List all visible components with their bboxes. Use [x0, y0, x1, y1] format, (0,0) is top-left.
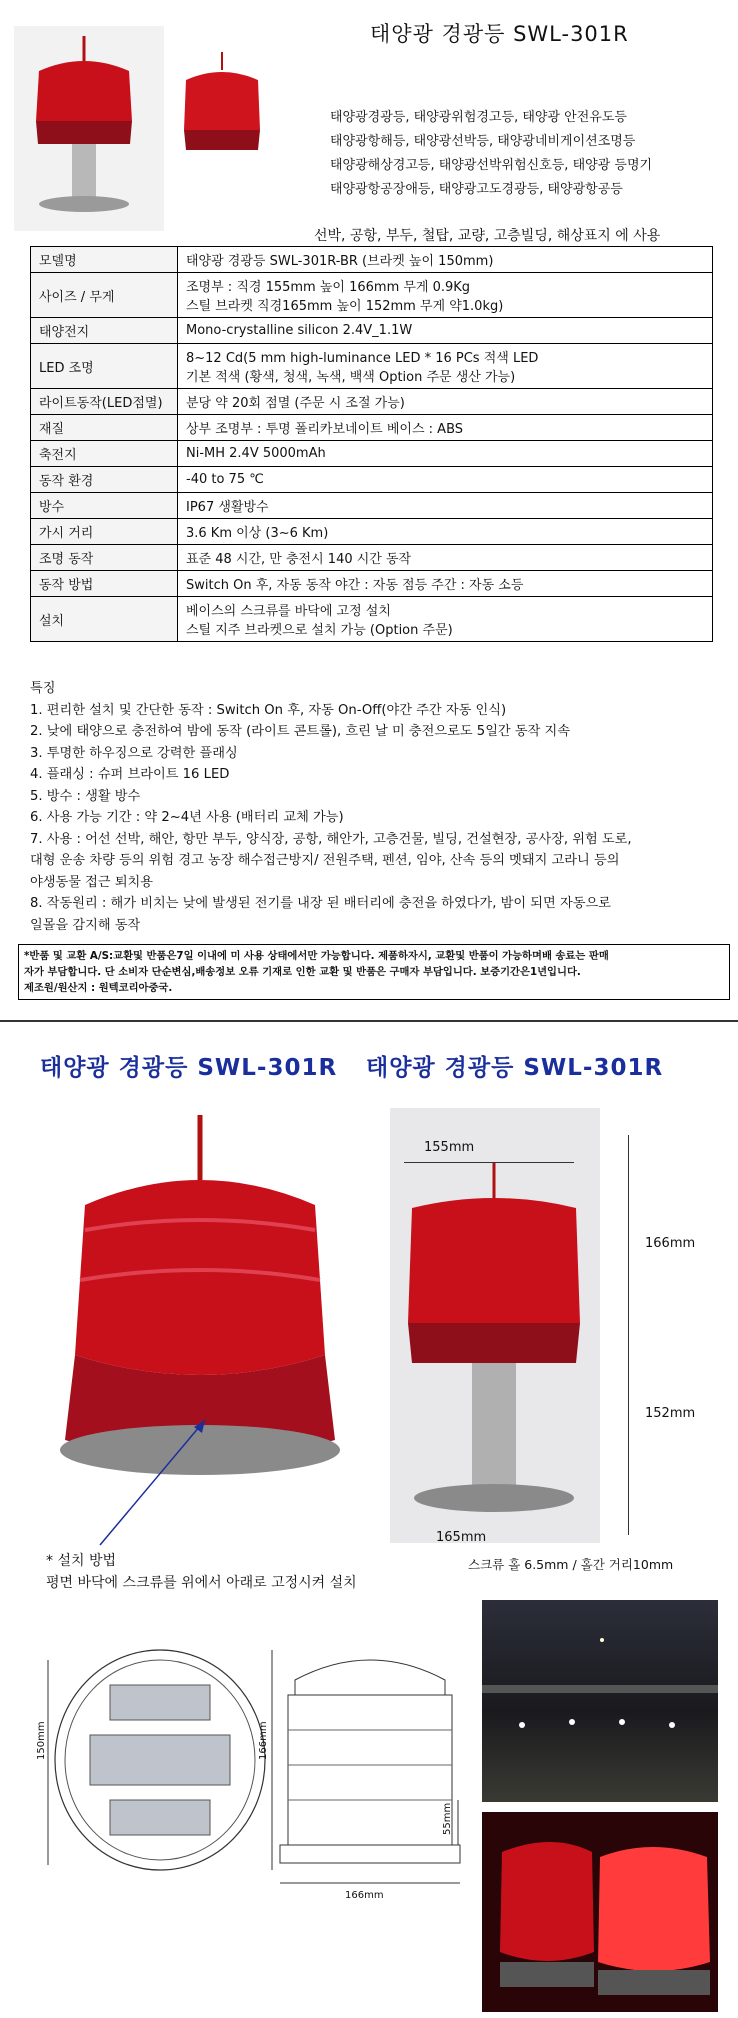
night-airport-photo [482, 1600, 718, 1802]
feature-item: 5. 방수 : 생활 방수 [30, 788, 141, 804]
spec-value-line: 기본 적색 (황색, 청색, 녹색, 백색 Option 주문 생산 가능) [186, 370, 516, 385]
spec-key: 축전지 [31, 441, 178, 467]
product-aliases [330, 106, 652, 202]
spec-row [31, 273, 713, 318]
feature-item: 일몰을 감지해 동작 [30, 917, 141, 933]
notice-line: 자가 부담합니다. 단 소비자 단순변심,배송정보 오류 기재로 인한 교환 및 반품은 구매자 부담입니다. 보증기간은1년입니다. [24, 966, 581, 978]
install-desc: 평면 바닥에 스크류를 위에서 아래로 고정시켜 설치 [46, 1575, 357, 1591]
spec-value-line: 태양광 경광등 SWL-301R-BR (브라켓 높이 150mm) [186, 254, 494, 269]
pointer-arrow [90, 1415, 230, 1555]
spec-value-line: IP67 생활방수 [186, 500, 269, 515]
spec-row [31, 597, 713, 642]
spec-key: 모델명 [31, 247, 178, 273]
feature-item: 2. 낮에 태양으로 충전하여 밤에 동작 (라이트 콘트롤), 흐린 날 미 충전으로도 5일간 동작 지속 [30, 724, 571, 739]
feature-item: 6. 사용 가능 기간 : 약 2~4년 사용 (배터리 교체 가능) [30, 810, 344, 825]
install-title: * 설치 방법 [46, 1553, 116, 1569]
section-title-left: 태양광 경광등 SWL-301R [40, 1055, 338, 1081]
dim-top-width: 155mm [424, 1140, 475, 1155]
spec-key: 설치 [31, 597, 178, 642]
spec-key: 라이트동작(LED점멸) [31, 389, 178, 415]
spec-value [178, 415, 713, 441]
spec-value [178, 545, 713, 571]
notice-line: *반품 및 교환 A/S:교환및 반품은7일 이내에 미 사용 상태에서만 가능합니다. 제품하자시, 교환및 반품이 가능하며배 송료는 판매 [24, 950, 609, 962]
spec-row [31, 247, 713, 273]
drawing-dim-166v: 166mm [258, 1721, 269, 1760]
dim-base-width: 165mm [436, 1530, 487, 1545]
spec-value [178, 571, 713, 597]
return-policy-notice [18, 944, 730, 1000]
spec-key: 동작 환경 [31, 467, 178, 493]
spec-value-line: 스틸 브라켓 직경165mm 높이 152mm 무게 약1.0kg) [186, 299, 504, 314]
spec-table [30, 246, 713, 642]
spec-row [31, 441, 713, 467]
feature-item: 야생동물 접근 퇴치용 [30, 874, 154, 890]
spec-value-line: -40 to 75 ℃ [186, 472, 264, 487]
alias-line: 태양광항공장애등, 태양광고도경광등, 태양광항공등 [330, 182, 623, 197]
spec-value [178, 467, 713, 493]
feature-item: 3. 투명한 하우징으로 강력한 플래싱 [30, 745, 238, 761]
spec-key: 가시 거리 [31, 519, 178, 545]
spec-value-line: 8~12 Cd(5 mm high-luminance LED * 16 PCs 적색 LED [186, 351, 539, 366]
spec-key: 재질 [31, 415, 178, 441]
dim-pole-height: 152mm [645, 1406, 696, 1421]
spec-value-line: Ni-MH 2.4V 5000mAh [186, 446, 326, 461]
spec-key: 태양전지 [31, 318, 178, 344]
spec-row [31, 493, 713, 519]
feature-item: 4. 플래싱 : 슈퍼 브라이트 16 LED [30, 767, 230, 782]
spec-value-line: Switch On 후, 자동 동작 야간 : 자동 점등 주간 : 자동 소등 [186, 578, 524, 593]
alias-line: 태양광경광등, 태양광위험경고등, 태양광 안전유도등 [330, 110, 627, 125]
lit-lamps-photo [482, 1812, 718, 2012]
spec-value [178, 493, 713, 519]
feature-item: 1. 편리한 설치 및 간단한 동작 : Switch On 후, 자동 On-Off(야간 주간 자동 인식) [30, 702, 507, 718]
spec-value-line: 조명부 : 직경 155mm 높이 166mm 무게 0.9Kg [186, 280, 471, 295]
section-divider [0, 1020, 738, 1022]
spec-value [178, 344, 713, 389]
install-instructions [46, 1550, 357, 1594]
product-photo-with-bracket [14, 26, 164, 231]
alias-line: 태양광해상경고등, 태양광선박위험신호등, 태양광 등명기 [330, 158, 653, 173]
notice-line: 제조원/원산지 : 원텍코리아중국. [24, 982, 173, 994]
spec-value-line: 분당 약 20회 점멸 (주문 시 조절 가능) [186, 396, 405, 411]
spec-value [178, 389, 713, 415]
feature-item: 7. 사용 : 어선 선박, 해안, 항만 부두, 양식장, 공항, 해안가, 고층건물, 빌딩, 건설현장, 공사장, 위험 도로, [30, 831, 632, 847]
spec-value [178, 273, 713, 318]
drawing-dim-55: 55mm [442, 1802, 453, 1835]
spec-key: LED 조명 [31, 344, 178, 389]
feature-item: 8. 작동원리 : 해가 비치는 낮에 발생된 전기를 내장 된 배터리에 충전을 하였다가, 밤이 되면 자동으로 [30, 896, 611, 911]
spec-row [31, 318, 713, 344]
feature-item: 대형 운송 차량 등의 위험 경고 농장 해수접근방지/ 전원주택, 펜션, 임야, 산속 등의 멧돼지 고라니 등의 [30, 853, 620, 868]
features-heading: 특징 [30, 681, 56, 696]
spec-row [31, 545, 713, 571]
spec-value [178, 441, 713, 467]
dim-head-height: 166mm [645, 1236, 696, 1251]
usage-line: 선박, 공항, 부두, 철탑, 교량, 고층빌딩, 해상표지 에 사용 [314, 228, 661, 244]
spec-value [178, 519, 713, 545]
drawing-dim-150: 150mm [36, 1721, 47, 1760]
alias-line: 태양광항해등, 태양광선박등, 태양광네비게이션조명등 [330, 134, 636, 149]
drawing-dim-166h: 166mm [345, 1890, 384, 1901]
spec-row [31, 571, 713, 597]
page-title: 태양광 경광등 SWL-301R [370, 22, 629, 46]
spec-value-line: 표준 48 시간, 만 충전시 140 시간 동작 [186, 552, 412, 567]
spec-value [178, 597, 713, 642]
technical-drawing [30, 1640, 470, 1900]
screw-note: 스크류 홀 6.5mm / 홀간 거리10mm [468, 1557, 674, 1572]
spec-row [31, 415, 713, 441]
spec-key: 동작 방법 [31, 571, 178, 597]
spec-key: 방수 [31, 493, 178, 519]
spec-value-line: Mono-crystalline silicon 2.4V_1.1W [186, 323, 413, 338]
spec-value-line: 스틸 지주 브라켓으로 설치 가능 (Option 주문) [186, 623, 453, 638]
spec-value [178, 247, 713, 273]
spec-row [31, 519, 713, 545]
spec-row [31, 467, 713, 493]
dimension-photo [390, 1108, 600, 1543]
spec-value-line: 3.6 Km 이상 (3~6 Km) [186, 526, 329, 541]
product-photo-lamp [176, 50, 268, 165]
spec-value-line: 상부 조명부 : 투명 폴리카보네이트 베이스 : ABS [186, 422, 464, 437]
dim-vertical-line [628, 1135, 629, 1535]
spec-row [31, 389, 713, 415]
spec-value-line: 베이스의 스크류를 바닥에 고정 설치 [186, 604, 391, 619]
section-title-right: 태양광 경광등 SWL-301R [366, 1055, 664, 1081]
dim-top-line [404, 1162, 574, 1163]
spec-key: 조명 동작 [31, 545, 178, 571]
spec-value [178, 318, 713, 344]
features-list [30, 678, 720, 936]
spec-row [31, 344, 713, 389]
spec-key: 사이즈 / 무게 [31, 273, 178, 318]
